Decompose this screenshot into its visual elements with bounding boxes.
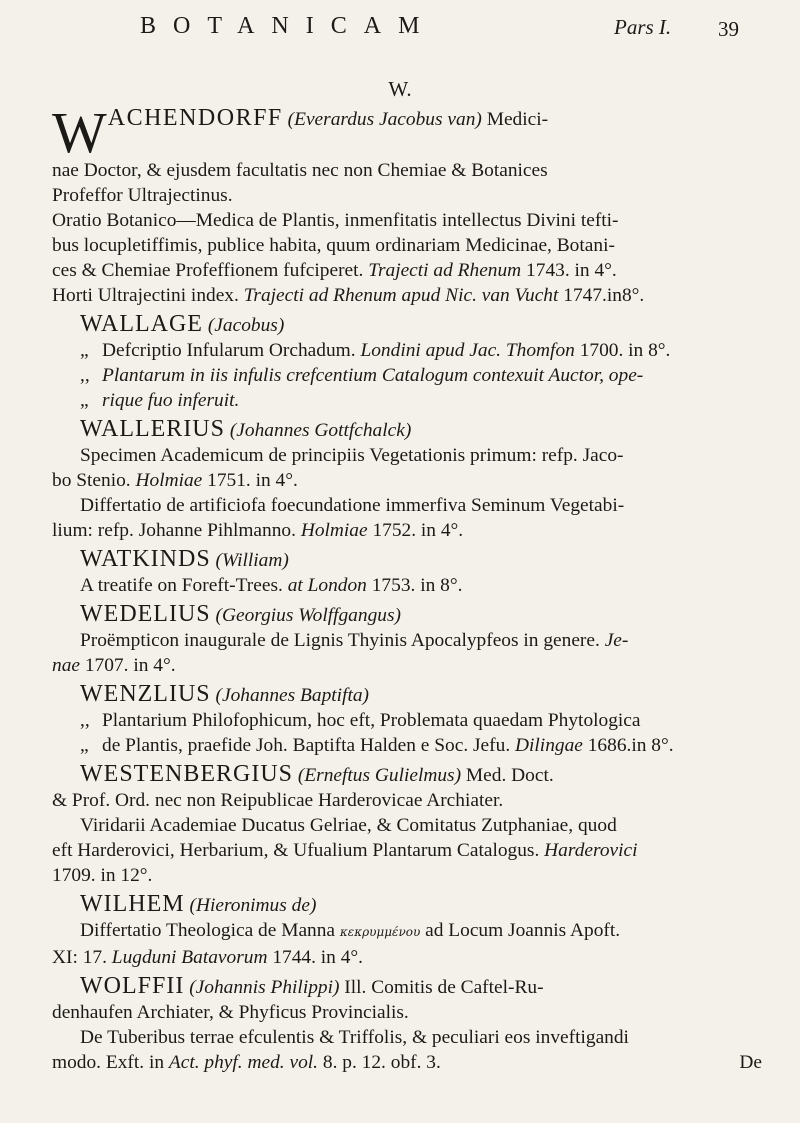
line-text: bus locupletiffimis, publice habita, quum ordinariam Medicinae, Botani- xyxy=(52,235,615,256)
line-text: 1752. in 4°. xyxy=(367,520,464,541)
author-surname: ACHENDORFF xyxy=(107,105,283,131)
line-text: de Plantis, praefide Joh. Baptifta Halden e Soc. Jefu. xyxy=(102,735,516,756)
italic-text: Act. phyf. med. vol. xyxy=(168,1052,319,1073)
line-text: ad Locum Joannis Apoft. xyxy=(420,920,621,941)
author-given-names: (Jacobus) xyxy=(207,315,285,336)
text-line xyxy=(52,518,762,543)
author-surname: WESTENBERGIUS xyxy=(80,762,293,787)
line-text: nae Doctor, & ejusdem facultatis nec non Chemiae & Botanices xyxy=(52,160,548,181)
line-text: XI: 17. xyxy=(52,947,112,968)
text-line xyxy=(52,1000,762,1025)
text-line xyxy=(52,158,762,183)
quote-mark: „ xyxy=(80,340,89,361)
italic-text: at London xyxy=(287,575,367,596)
italic-text: rique fuo inferuit. xyxy=(102,390,240,411)
text-line xyxy=(52,468,762,493)
line-text: Defcriptio Infularum Orchadum. xyxy=(102,340,361,361)
author-surname: WATKINDS xyxy=(80,547,211,572)
author-given-names: (Georgius Wolffgangus) xyxy=(215,605,401,626)
bibliography-entry xyxy=(52,417,762,543)
author-surname: WEDELIUS xyxy=(80,602,211,627)
line-text: 8. p. 12. obf. 3. xyxy=(318,1052,441,1073)
author-given-names: (Everardus Jacobus van) xyxy=(287,109,482,130)
line-text: Profeffor Ultrajectinus. xyxy=(52,185,233,206)
text-line xyxy=(52,338,762,363)
part-label: Pars I. xyxy=(614,15,672,39)
text-line xyxy=(52,838,762,863)
italic-text: Je- xyxy=(604,630,629,651)
author-given-names: (Johannis Philippi) xyxy=(189,977,340,998)
text-line xyxy=(52,183,762,208)
bibliography-entry xyxy=(52,103,762,308)
text-line xyxy=(52,708,762,733)
line-text: 1747.in8°. xyxy=(558,285,645,306)
line-text: ces & Chemiae Profeffionem fufciperet. xyxy=(52,260,369,281)
author-given-names: (Johannes Baptifta) xyxy=(215,685,369,706)
entry-heading xyxy=(52,417,762,443)
bibliography-entry xyxy=(52,547,762,598)
greek-word: κεκρυμμένου xyxy=(339,925,421,939)
italic-text: Londini apud Jac. Thomfon xyxy=(360,340,575,361)
line-text: 1744. in 4°. xyxy=(267,947,364,968)
italic-text: Trajecti ad Rhenum apud Nic. van Vucht xyxy=(243,285,559,306)
line-text: & Prof. Ord. nec non Reipublicae Harderovicae Archiater. xyxy=(52,790,504,811)
text-line xyxy=(52,208,762,233)
line-text: Proëmpticon inaugurale de Lignis Thyinis Apocalypfeos in genere. xyxy=(80,630,605,651)
line-text: 1751. in 4°. xyxy=(202,470,298,491)
running-head xyxy=(0,13,800,49)
catchword: De xyxy=(739,1052,762,1073)
line-text: 1709. in 12°. xyxy=(52,865,153,886)
text-line xyxy=(52,388,762,413)
entry-heading xyxy=(52,602,762,628)
entries-list xyxy=(52,103,762,1075)
line-text: Viridarii Academiae Ducatus Gelriae, & Comitatus Zutphaniae, quod xyxy=(80,815,617,836)
text-line xyxy=(52,283,762,308)
text-line xyxy=(52,863,762,888)
bibliography-entry xyxy=(52,892,762,970)
text-line xyxy=(52,733,762,758)
text-line xyxy=(52,918,762,945)
author-surname: WOLFFII xyxy=(80,974,185,999)
text-line xyxy=(52,443,762,468)
line-text: Horti Ultrajectini index. xyxy=(52,285,244,306)
author-surname: WILHEM xyxy=(80,892,185,917)
entry-heading xyxy=(52,892,762,918)
text-line xyxy=(52,233,762,258)
line-text: A treatife on Foreft-Trees. xyxy=(80,575,288,596)
line-text: 1753. in 8°. xyxy=(366,575,463,596)
italic-text: Lugduni Batavorum xyxy=(111,947,268,968)
page-number: 39 xyxy=(718,17,739,41)
text-line xyxy=(52,813,762,838)
italic-text: Holmiae xyxy=(135,470,203,491)
entry-heading xyxy=(52,974,762,1000)
quote-mark: ,, xyxy=(80,365,90,386)
line-text: Oratio Botanico—Medica de Plantis, inmenfitatis intellectus Divini tefti- xyxy=(52,210,619,231)
heading-continuation: Medici- xyxy=(481,109,549,130)
text-line xyxy=(52,103,762,158)
line-text: modo. Exft. in xyxy=(52,1052,169,1073)
text-line xyxy=(52,653,762,678)
heading-continuation: Med. Doct. xyxy=(461,765,554,786)
text-line xyxy=(52,573,762,598)
italic-text: Dilingae xyxy=(515,735,583,756)
author-surname: WENZLIUS xyxy=(80,682,211,707)
author-given-names: (William) xyxy=(215,550,289,571)
italic-text: nae xyxy=(52,655,80,676)
line-text: eft Harderovici, Herbarium, & Ufualium Plantarum Catalogus. xyxy=(52,840,545,861)
author-given-names: (Hieronimus de) xyxy=(189,895,317,916)
author-surname: WALLAGE xyxy=(80,312,203,337)
line-text: denhaufen Archiater, & Phyficus Provincialis. xyxy=(52,1002,409,1023)
italic-text: Plantarum in iis infulis crefcentium Catalogum contexuit Auctor, ope- xyxy=(102,365,644,386)
line-text: 1686.in 8°. xyxy=(582,735,674,756)
text-line xyxy=(52,258,762,283)
author-given-names: (Erneftus Gulielmus) xyxy=(297,765,462,786)
quote-mark: ,, xyxy=(80,710,90,731)
line-text: Plantarium Philofophicum, hoc eft, Problemata quaedam Phytologica xyxy=(102,710,641,731)
line-text: Specimen Academicum de principiis Vegetationis primum: refp. Jaco- xyxy=(80,445,624,466)
text-line xyxy=(52,945,762,970)
section-letter: W. xyxy=(388,77,412,101)
running-head-title: BOTANICAM xyxy=(140,13,437,39)
drop-initial: W xyxy=(52,103,107,158)
quote-mark: „ xyxy=(80,735,89,756)
italic-text: Holmiae xyxy=(300,520,368,541)
quote-mark: „ xyxy=(80,390,89,411)
line-text: lium: refp. Johanne Pihlmanno. xyxy=(52,520,301,541)
bibliography-entry xyxy=(52,682,762,758)
text-line xyxy=(52,493,762,518)
line-text: Differtatio Theologica de Manna xyxy=(80,920,340,941)
italic-text: Trajecti ad Rhenum xyxy=(368,260,522,281)
bibliography-entry xyxy=(52,762,762,888)
entry-heading xyxy=(52,312,762,338)
author-surname: WALLERIUS xyxy=(80,417,225,442)
italic-text: Harderovici xyxy=(544,840,638,861)
bibliography-entry xyxy=(52,602,762,678)
entry-heading xyxy=(52,547,762,573)
line-text: De Tuberibus terrae efculentis & Triffolis, & peculiari eos inveftigandi xyxy=(80,1027,629,1048)
text-line xyxy=(52,628,762,653)
line-text: 1700. in 8°. xyxy=(574,340,671,361)
line-text: Differtatio de artificiofa foecundatione immerfiva Seminum Vegetabi- xyxy=(80,495,625,516)
line-text: 1707. in 4°. xyxy=(80,655,176,676)
line-text: bo Stenio. xyxy=(52,470,136,491)
entry-heading xyxy=(52,762,762,788)
heading-continuation: Ill. Comitis de Caftel-Ru- xyxy=(339,977,544,998)
entry-heading xyxy=(52,682,762,708)
line-text: 1743. in 4°. xyxy=(521,260,617,281)
bibliography-entry xyxy=(52,974,762,1075)
text-line xyxy=(52,363,762,388)
author-given-names: (Johannes Gottfchalck) xyxy=(229,420,412,441)
bibliography-entry xyxy=(52,312,762,413)
text-line xyxy=(52,788,762,813)
text-line xyxy=(52,1025,762,1050)
text-line xyxy=(52,1050,762,1075)
